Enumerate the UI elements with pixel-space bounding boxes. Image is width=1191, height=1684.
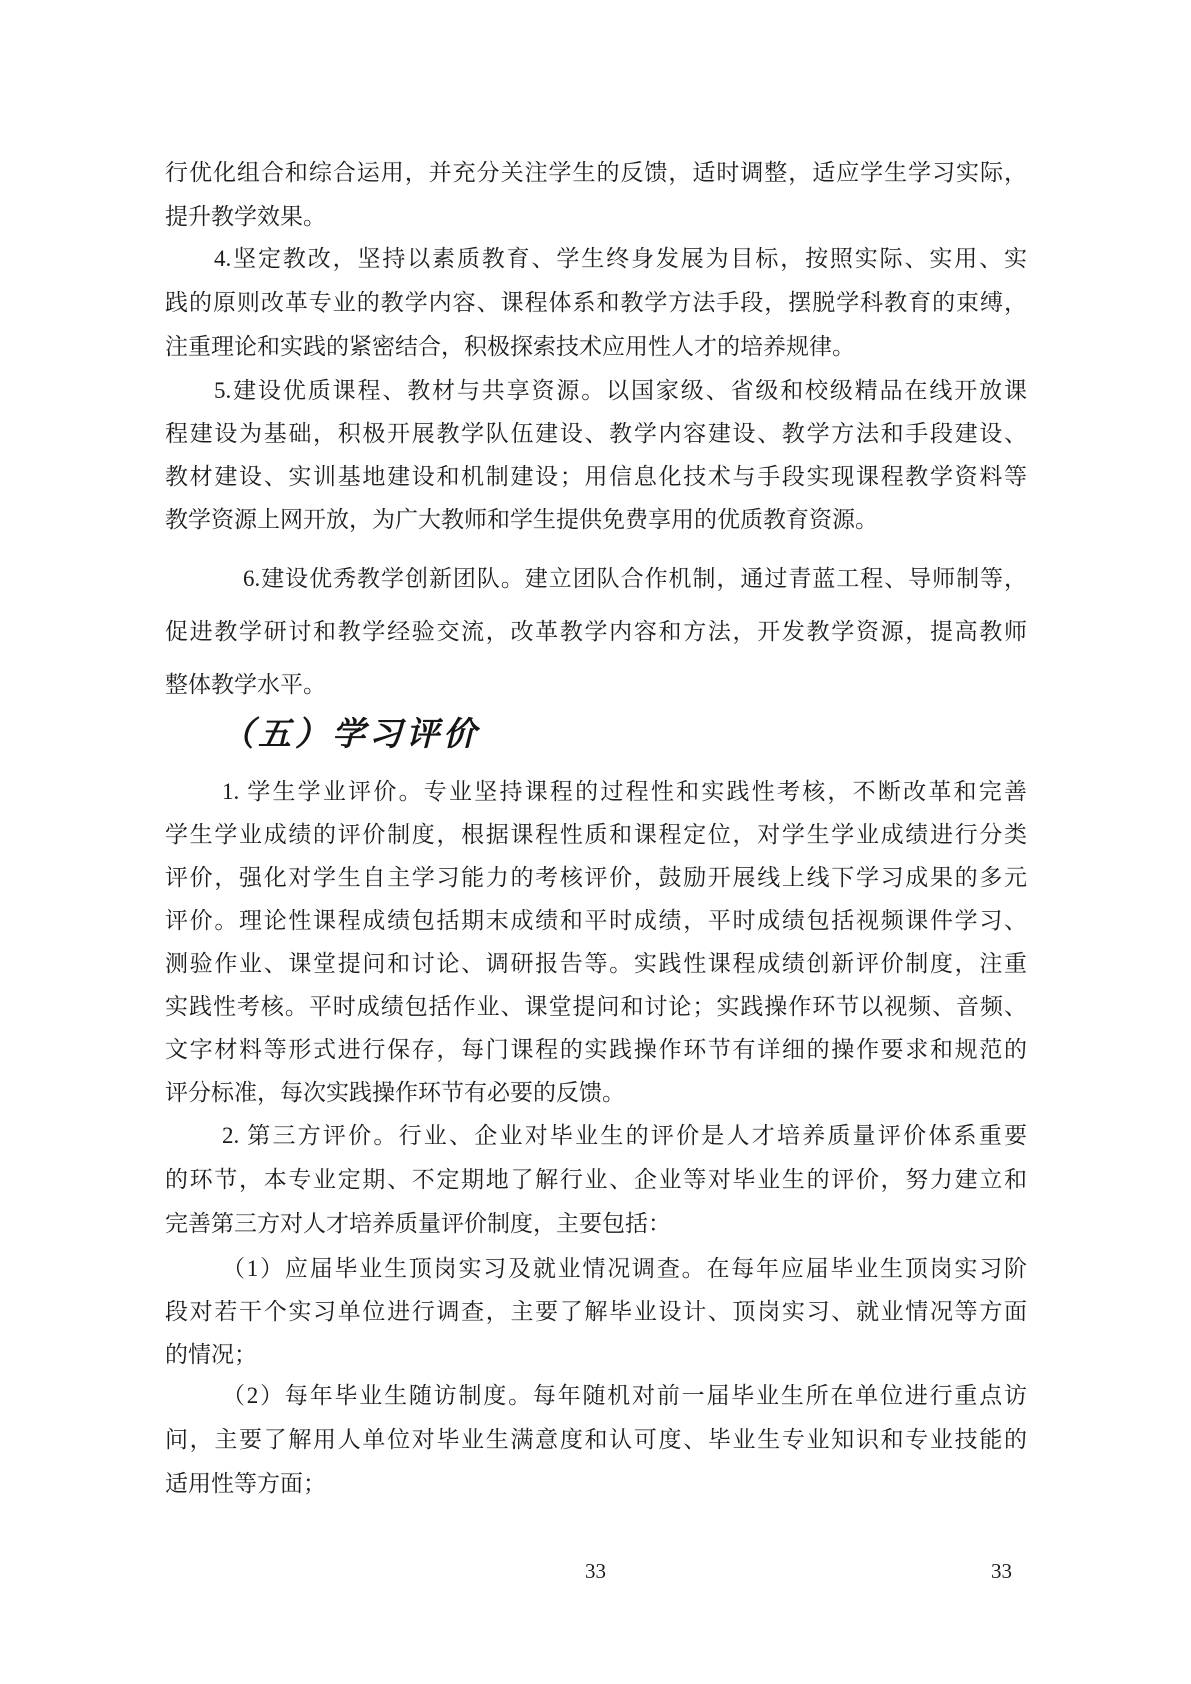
text-line: 教学资源上网开放，为广大教师和学生提供免费享用的优质教育资源。	[165, 507, 878, 532]
text-line: 6.建设优秀教学创新团队。建立团队合作机制，通过青蓝工程、导师制等，	[243, 566, 1027, 591]
text-line: 学生学业成绩的评价制度，根据课程性质和课程定位，对学生学业成绩进行分类	[165, 822, 1027, 847]
text-line: 实践性考核。平时成绩包括作业、课堂提问和讨论；实践操作环节以视频、音频、	[165, 994, 1027, 1019]
text-line: 4.坚定教改，坚持以素质教育、学生终身发展为目标，按照实际、实用、实	[214, 246, 1027, 271]
text-line: 提升教学效果。	[165, 204, 326, 229]
page-number-center: 33	[585, 1559, 606, 1583]
text-line: 评价。理论性课程成绩包括期末成绩和平时成绩，平时成绩包括视频课件学习、	[165, 908, 1027, 933]
page-number-right: 33	[991, 1559, 1012, 1583]
paragraph	[165, 1374, 1027, 1506]
paragraph	[165, 237, 1027, 369]
text-line: 行优化组合和综合运用，并充分关注学生的反馈，适时调整，适应学生学习实际，	[165, 160, 1027, 185]
text-line: 适用性等方面；	[165, 1471, 326, 1496]
text-line: 测验作业、课堂提问和讨论、调研报告等。实践性课程成绩创新评价制度，注重	[165, 951, 1027, 976]
text-line: 评价，强化对学生自主学习能力的考核评价，鼓励开展线上线下学习成果的多元	[165, 865, 1027, 890]
text-line: 完善第三方对人才培养质量评价制度，主要包括：	[165, 1211, 671, 1236]
text-line: 文字材料等形式进行保存，每门课程的实践操作环节有详细的操作要求和规范的	[165, 1037, 1027, 1062]
text-line: 问，主要了解用人单位对毕业生满意度和认可度、毕业生专业知识和专业技能的	[165, 1427, 1027, 1452]
paragraph	[165, 1247, 1027, 1376]
paragraph	[165, 770, 1027, 1114]
text-line: 程建设为基础，积极开展教学队伍建设、教学内容建设、教学方法和手段建设、	[165, 421, 1027, 446]
text-line: 促进教学研讨和教学经验交流，改革教学内容和方法，开发教学资源，提高教师	[165, 619, 1027, 644]
text-line: 整体教学水平。	[165, 672, 326, 697]
text-line: 评分标准，每次实践操作环节有必要的反馈。	[165, 1080, 625, 1105]
text-line: （1）应届毕业生顶岗实习及就业情况调查。在每年应届毕业生顶岗实习阶	[222, 1256, 1027, 1281]
paragraph	[165, 369, 1027, 541]
text-line: 5.建设优质课程、教材与共享资源。以国家级、省级和校级精品在线开放课	[214, 378, 1027, 403]
text-line: 2. 第三方评价。行业、企业对毕业生的评价是人才培养质量评价体系重要	[222, 1123, 1027, 1148]
paragraph	[165, 1114, 1027, 1246]
paragraph	[165, 552, 1027, 711]
text-line: 教材建设、实训基地建设和机制建设；用信息化技术与手段实现课程教学资料等	[165, 464, 1027, 489]
text-line: 践的原则改革专业的教学内容、课程体系和教学方法手段，摆脱学科教育的束缚，	[165, 290, 1027, 315]
text-line: 注重理论和实践的紧密结合，积极探索技术应用性人才的培养规律。	[165, 334, 855, 359]
section-heading: （五）学习评价	[221, 717, 480, 753]
text-line: 1. 学生学业评价。专业坚持课程的过程性和实践性考核，不断改革和完善	[222, 779, 1027, 804]
text-line: 的环节，本专业定期、不定期地了解行业、企业等对毕业生的评价，努力建立和	[165, 1167, 1027, 1192]
text-line: 段对若干个实习单位进行调查，主要了解毕业设计、顶岗实习、就业情况等方面	[165, 1299, 1027, 1324]
paragraph	[165, 151, 1027, 239]
text-line: （2）每年毕业生随访制度。每年随机对前一届毕业生所在单位进行重点访	[222, 1383, 1027, 1408]
text-line: 的情况；	[165, 1342, 257, 1367]
